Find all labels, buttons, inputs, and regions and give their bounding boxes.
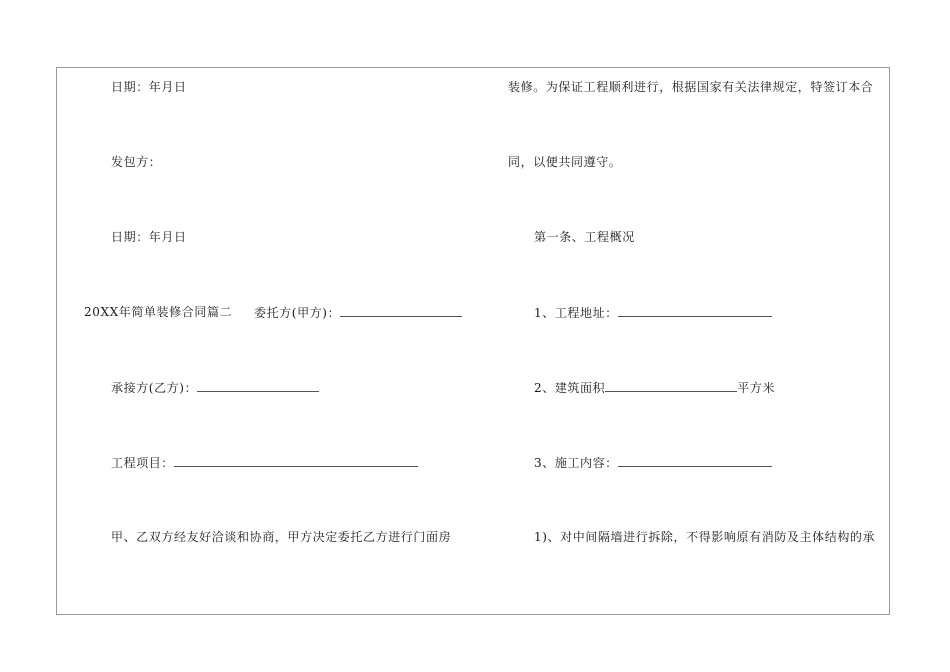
scope-label: 3、施工内容： — [534, 456, 618, 470]
area-blank — [605, 380, 737, 392]
builder-blank — [197, 380, 319, 392]
continued-text-1: 装修。为保证工程顺利进行，根据国家有关法律规定，特签订本合 — [508, 80, 874, 94]
article-1-heading: 第一条、工程概况 — [534, 230, 635, 244]
client-label: 委托方(甲方)： — [254, 306, 341, 320]
date-line-1: 日期：年月日 — [111, 80, 187, 94]
address-blank — [618, 305, 772, 317]
builder-label: 承接方(乙方)： — [111, 381, 198, 395]
client-field — [254, 305, 462, 320]
scope-field — [534, 455, 772, 470]
intro-paragraph: 甲、乙双方经友好洽谈和协商，甲方决定委托乙方进行门面房 — [111, 530, 452, 544]
scope-item-1: 1)、对中间隔墙进行拆除，不得影响原有消防及主体结构的承 — [534, 530, 876, 544]
address-field — [534, 305, 772, 320]
section-title: 20XX年简单装修合同篇二 — [84, 305, 233, 319]
area-label: 2、建筑面积 — [534, 381, 606, 395]
continued-text-2: 同，以便共同遵守。 — [508, 155, 622, 169]
area-field — [534, 380, 775, 395]
address-label: 1、工程地址： — [534, 306, 618, 320]
area-unit: 平方米 — [737, 381, 776, 395]
date-line-2: 日期：年月日 — [111, 230, 187, 244]
project-blank — [174, 455, 418, 467]
scope-blank — [618, 455, 772, 467]
client-blank — [340, 305, 462, 317]
project-field — [111, 455, 418, 470]
project-label: 工程项目： — [111, 456, 175, 470]
contractor-label: 发包方： — [111, 155, 162, 169]
builder-field — [111, 380, 319, 395]
